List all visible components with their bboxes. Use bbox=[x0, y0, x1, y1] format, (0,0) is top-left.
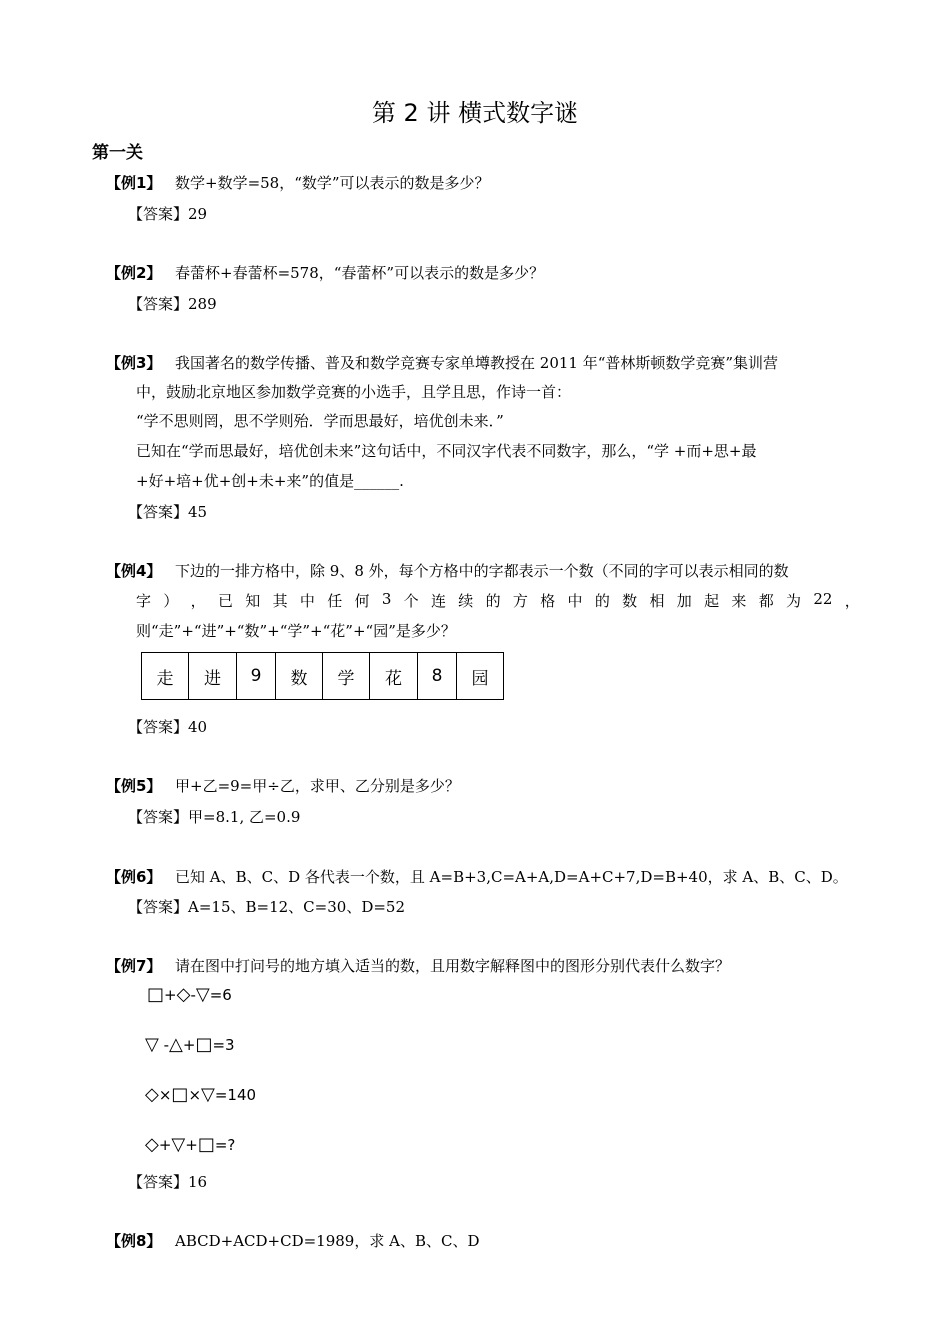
answer-label: 【答案】 bbox=[128, 718, 189, 736]
example-4-line: 下边的一排方格中，除 9、8 外，每个方格中的字都表示一个数（不同的字可以表示相同的数 bbox=[175, 562, 789, 580]
equation-3 bbox=[145, 1084, 256, 1105]
down-triangle-icon: ▽ bbox=[145, 1034, 159, 1055]
operator: + bbox=[158, 1136, 172, 1154]
example-5-answer bbox=[128, 806, 300, 827]
example-6-question: 已知 A、B、C、D 各代表一个数，且 A=B+3,C=A+A,D=A+C+7,D=B+40，求 A、B、C、D。 bbox=[175, 868, 848, 886]
operator: - bbox=[163, 1036, 170, 1054]
example-1-answer bbox=[128, 203, 207, 224]
equation-rhs: =6 bbox=[209, 986, 232, 1004]
example-5-question: 甲+乙=9=甲÷乙，求甲、乙分别是多少？ bbox=[175, 777, 460, 795]
equation-4 bbox=[145, 1134, 235, 1155]
operator: + bbox=[185, 1136, 198, 1154]
down-triangle-icon: ▽ bbox=[201, 1084, 215, 1105]
answer-label: 【答案】 bbox=[128, 1173, 189, 1191]
answer-value: 29 bbox=[188, 205, 208, 223]
example-1-label: 【例1】 bbox=[106, 174, 162, 192]
equation-rhs: =? bbox=[214, 1136, 236, 1154]
example-3-line: 中，鼓励北京地区参加数学竞赛的小选手，且学且思，作诗一首： bbox=[136, 383, 572, 401]
example-3-line: 已知在“学而思最好，培优创未来”这句话中，不同汉字代表不同数字，那么，“学 +而+思+最 bbox=[136, 442, 757, 460]
answer-value: 甲=8.1, 乙=0.9 bbox=[188, 808, 301, 826]
example-4-answer bbox=[128, 716, 207, 737]
operator: - bbox=[190, 986, 196, 1004]
diamond-icon: ◇ bbox=[176, 984, 191, 1005]
grid-cell: 8 bbox=[418, 653, 457, 700]
equation-rhs: =140 bbox=[214, 1086, 257, 1104]
grid-cell: 9 bbox=[237, 653, 276, 700]
example-6-label: 【例6】 bbox=[106, 868, 162, 886]
example-2-label: 【例2】 bbox=[106, 264, 162, 282]
example-3-line: “学不思则罔，思不学则殆．学而思最好，培优创未来．” bbox=[136, 412, 504, 430]
answer-value: 45 bbox=[188, 503, 208, 521]
example-4-line: 则“走”+“进”+“数”+“学”+“花”+“园”是多少？ bbox=[136, 622, 456, 640]
square-icon: □ bbox=[197, 1134, 215, 1155]
example-3-line: +好+培+优+创+未+来”的值是______. bbox=[136, 472, 404, 490]
operator: × bbox=[158, 1086, 172, 1104]
example-1-question: 数学+数学=58，“数学”可以表示的数是多少？ bbox=[175, 174, 490, 192]
operator: + bbox=[182, 1036, 196, 1054]
square-icon: □ bbox=[195, 1034, 213, 1055]
grid-cell: 园 bbox=[457, 653, 504, 700]
equation-1 bbox=[147, 984, 232, 1005]
example-7-answer bbox=[128, 1171, 207, 1192]
example-8-label: 【例8】 bbox=[106, 1232, 162, 1250]
answer-label: 【答案】 bbox=[128, 808, 189, 826]
answer-value: A=15、B=12、C=30、D=52 bbox=[188, 898, 405, 916]
example-2-question: 春蕾杯+春蕾杯=578，“春蕾杯”可以表示的数是多少？ bbox=[175, 264, 545, 282]
grid-cell: 花 bbox=[370, 653, 418, 700]
equation-rhs: =3 bbox=[212, 1036, 235, 1054]
answer-value: 40 bbox=[188, 718, 208, 736]
diamond-icon: ◇ bbox=[145, 1084, 159, 1105]
down-triangle-icon: ▽ bbox=[171, 1134, 186, 1155]
answer-label: 【答案】 bbox=[128, 205, 189, 223]
equation-2 bbox=[145, 1034, 235, 1055]
example-6-answer bbox=[128, 896, 405, 917]
example-8-question: ABCD+ACD+CD=1989，求 A、B、C、D bbox=[175, 1232, 480, 1250]
diamond-icon: ◇ bbox=[145, 1134, 159, 1155]
example-3-label: 【例3】 bbox=[106, 354, 162, 372]
example-4-line: 字 ） ， 已 知 其 中 任 何 3 个 连 续 的 方 格 中 的 数 相 加 起 来 都 为 22 ， bbox=[136, 590, 860, 610]
example-3-line: 我国著名的数学传播、普及和数学竞赛专家单墫教授在 2011 年“普林斯顿数学竞赛”集训营 bbox=[175, 354, 779, 372]
answer-label: 【答案】 bbox=[128, 898, 189, 916]
example-2-answer bbox=[128, 293, 217, 314]
grid-cell: 进 bbox=[189, 653, 237, 700]
example-4-label: 【例4】 bbox=[106, 562, 162, 580]
operator: × bbox=[188, 1086, 202, 1104]
answer-value: 289 bbox=[188, 295, 217, 313]
operator: + bbox=[164, 986, 177, 1004]
up-triangle-icon: △ bbox=[169, 1034, 183, 1055]
example-7-label: 【例7】 bbox=[106, 957, 162, 975]
grid-cell: 走 bbox=[142, 653, 189, 700]
section-heading: 第一关 bbox=[92, 143, 143, 163]
example-3-answer bbox=[128, 501, 207, 522]
example-5-label: 【例5】 bbox=[106, 777, 162, 795]
grid-cell: 学 bbox=[323, 653, 370, 700]
page-title: 第 2 讲 横式数字谜 bbox=[371, 99, 579, 127]
down-triangle-icon: ▽ bbox=[195, 984, 210, 1005]
answer-label: 【答案】 bbox=[128, 503, 189, 521]
example-7-question: 请在图中打问号的地方填入适当的数，且用数字解释图中的图形分别代表什么数字？ bbox=[175, 957, 731, 975]
answer-label: 【答案】 bbox=[128, 295, 189, 313]
square-icon: □ bbox=[171, 1084, 189, 1105]
digit-grid bbox=[141, 652, 504, 700]
square-icon: □ bbox=[147, 984, 165, 1005]
answer-value: 16 bbox=[188, 1173, 208, 1191]
grid-cell: 数 bbox=[276, 653, 323, 700]
